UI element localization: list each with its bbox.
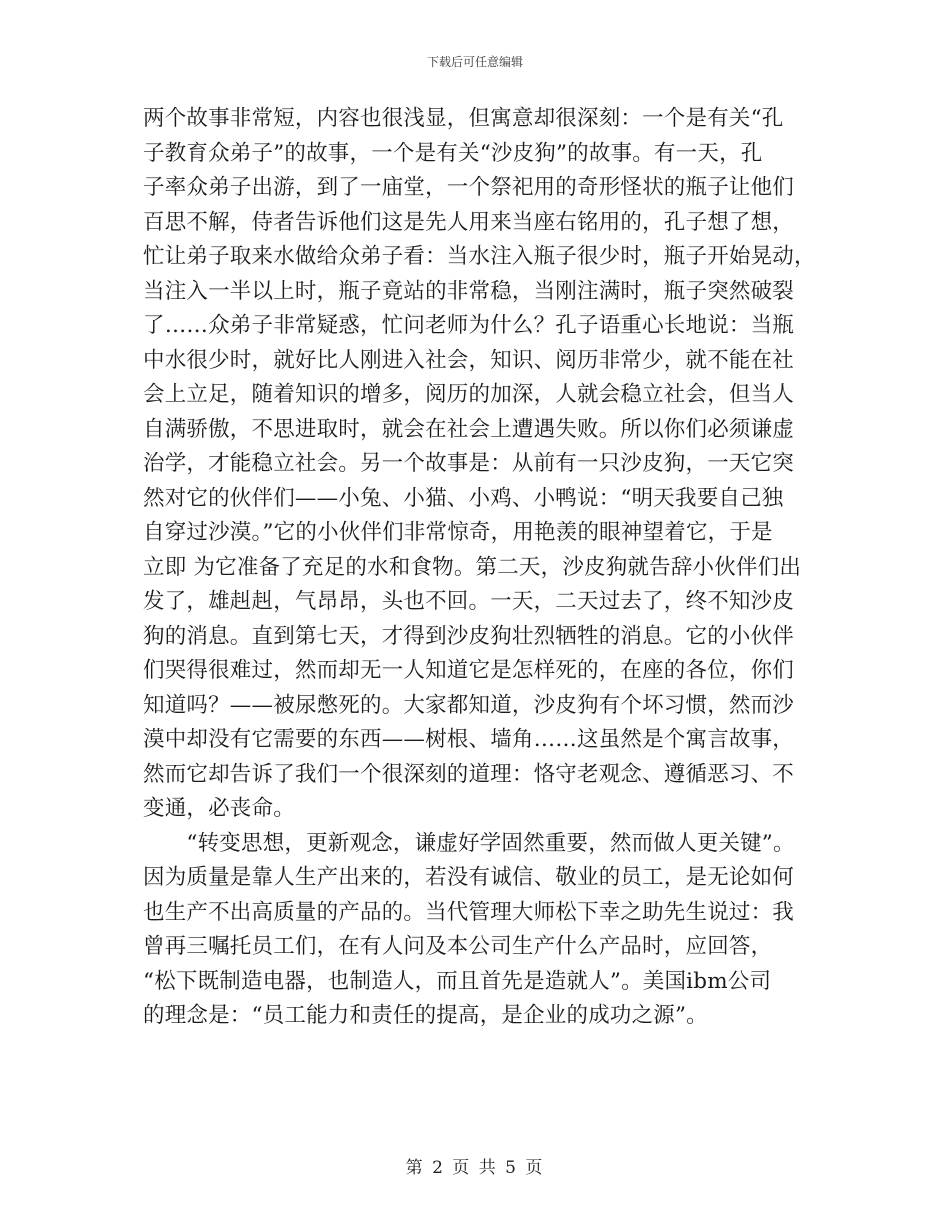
text-line: 会上立足，随着知识的增多，阅历的加深，人就会稳立社会，但当人 bbox=[143, 382, 795, 407]
text-line: 曾再三嘱托员工们，在有人问及本公司生产什么产品时，应回答， bbox=[143, 934, 773, 959]
text-line: 然而它却告诉了我们一个很深刻的道理：恪守老观念、遵循恶习、不 bbox=[143, 761, 795, 787]
text-line: 治学，才能稳立社会。另一个故事是：从前有一只沙皮狗，一天它突 bbox=[143, 451, 795, 476]
text-line: 自满骄傲，不思进取时，就会在社会上遭遇失败。所以你们必须谦虚 bbox=[143, 416, 795, 442]
text-line: 然对它的伙伴们——小兔、小猫、小鸡、小鸭说：“明天我要自己独 bbox=[143, 485, 784, 511]
text-line: 立即 为它准备了充足的水和食物。第二天，沙皮狗就告辞小伙伴们出 bbox=[143, 554, 802, 580]
text-line: 当注入一半以上时，瓶子竟站的非常稳，当刚注满时，瓶子突然破裂 bbox=[143, 278, 795, 304]
text-line: 中水很少时，就好比人刚进入社会，知识、阅历非常少，就不能在社 bbox=[143, 347, 795, 373]
text-line: 狗的消息。直到第七天，才得到沙皮狗壮烈牺牲的消息。它的小伙伴 bbox=[143, 623, 795, 649]
text-line: 子教育众弟子”的故事，一个是有关“沙皮狗”的故事。有一天，孔 bbox=[143, 140, 763, 166]
page-footer: 第 2 页 共 5 页 bbox=[405, 1158, 545, 1178]
text-line: 因为质量是靠人生产出来的，若没有诚信、敬业的员工，是无论如何 bbox=[143, 865, 795, 890]
header-note: 下载后可任意编辑 bbox=[426, 55, 523, 69]
text-line: 两个故事非常短，内容也很浅显，但寓意却很深刻：一个是有关“孔 bbox=[143, 106, 784, 131]
text-line: 也生产不出高质量的产品的。当代管理大师松下幸之助先生说过：我 bbox=[143, 899, 795, 925]
text-line: 发了，雄赳赳，气昂昂，头也不回。一天，二天过去了，终不知沙皮 bbox=[143, 589, 795, 614]
text-line: 变通，必丧命。 bbox=[143, 796, 295, 821]
text-line: “松下既制造电器，也制造人，而且首先是造就人”。美国ibm公司 bbox=[143, 968, 772, 994]
text-line: 的理念是：“员工能力和责任的提高，是企业的成功之源”。 bbox=[143, 1003, 708, 1028]
text-line: 们哭得很难过，然而却无一人知道它是怎样死的，在座的各位，你们 bbox=[143, 658, 795, 683]
text-line: 子率众弟子出游，到了一庙堂，一个祭祀用的奇形怪状的瓶子让他们 bbox=[143, 175, 795, 200]
document-body bbox=[143, 102, 816, 1034]
text-line: “转变思想，更新观念，谦虚好学固然重要，然而做人更关键”。 bbox=[143, 830, 795, 856]
text-line: 百思不解，侍者告诉他们这是先人用来当座右铭用的，孔子想了想， bbox=[143, 209, 795, 235]
text-line: 了……众弟子非常疑惑，忙问老师为什么？孔子语重心长地说：当瓶 bbox=[143, 313, 795, 338]
text-line: 漠中却没有它需要的东西——树根、墙角……这虽然是个寓言故事， bbox=[143, 727, 795, 752]
text-line: 忙让弟子取来水做给众弟子看：当水注入瓶子很少时，瓶子开始晃动， bbox=[143, 244, 816, 269]
text-line: 知道吗？——被尿憋死的。大家都知道，沙皮狗有个坏习惯，然而沙 bbox=[143, 692, 795, 718]
text-line: 自穿过沙漠。”它的小伙伴们非常惊奇，用艳羡的眼神望着它，于是 bbox=[143, 520, 773, 545]
